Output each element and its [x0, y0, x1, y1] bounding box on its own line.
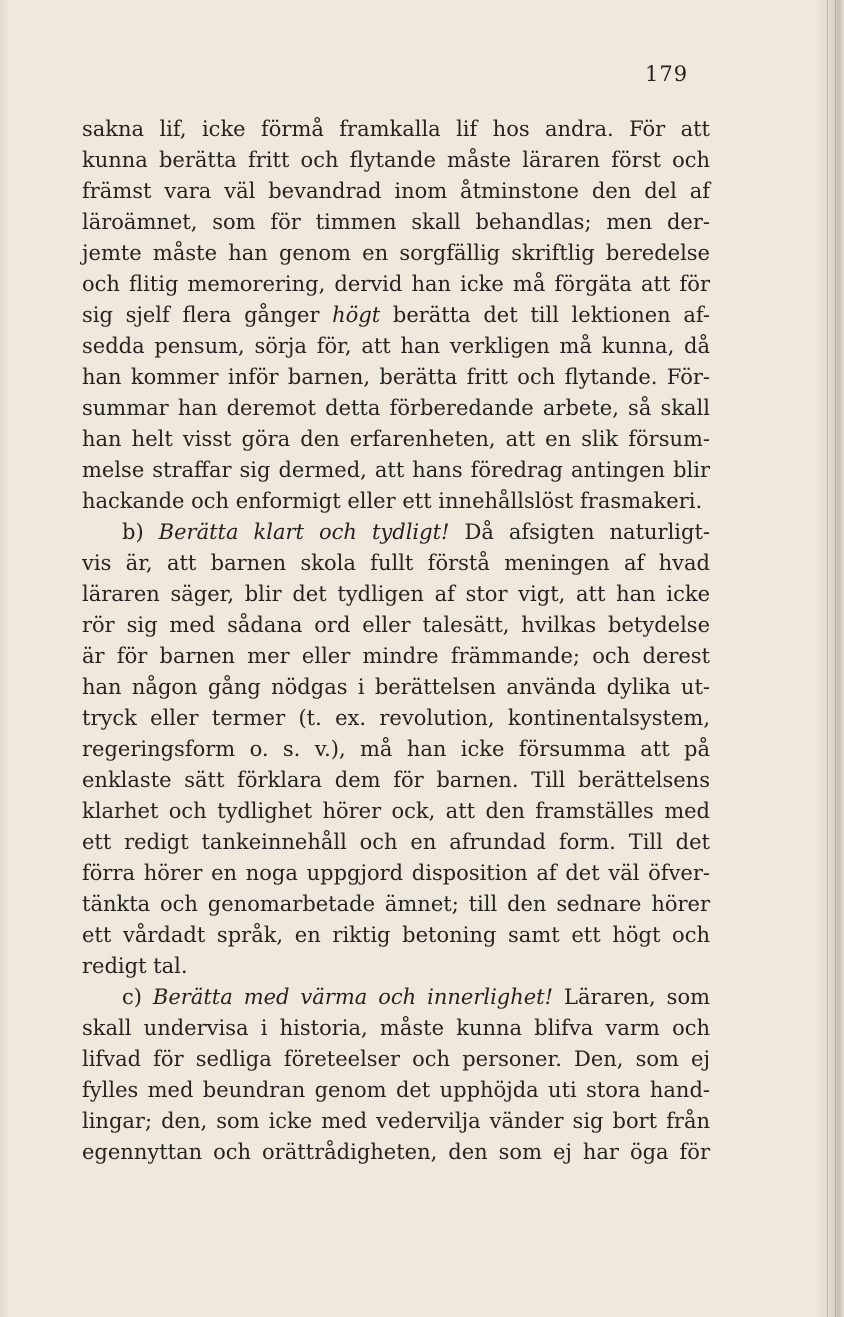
text-line-17: rör sig med sådana ord eller talesätt, hvilkas betydelse: [82, 613, 710, 637]
text-line-9: han kommer inför barnen, berätta fritt och flytande. För-: [82, 365, 710, 389]
text-line-2: kunna berätta fritt och flytande måste läraren först och: [82, 148, 710, 172]
text-line-31: lifvad för sedliga företeelser och personer. Den, som ej: [82, 1047, 710, 1071]
text-line-25: förra hörer en noga uppgjord disposition af det väl öfver-: [82, 861, 710, 885]
text-line-12: melse straffar sig dermed, att hans föredrag antingen blir: [82, 458, 710, 482]
text-line-1: sakna lif, icke förmå framkalla lif hos andra. För att: [82, 117, 710, 141]
text-line-28: redigt tal.: [82, 954, 188, 978]
emphasis-hogt: högt: [332, 303, 381, 327]
text-line-32: fylles med beundran genom det upphöjda uti stora hand-: [82, 1078, 710, 1102]
text-line-18: är för barnen mer eller mindre främmande; och derest: [82, 644, 710, 668]
text-line-4: läroämnet, som för timmen skall behandlas; men der-: [82, 210, 710, 234]
text-line-7: [82, 300, 710, 330]
text-line-22: enklaste sätt förklara dem för barnen. Till berättelsens: [82, 768, 710, 792]
text-line-13: hackande och enformigt eller ett innehållslöst frasmakeri.: [82, 489, 703, 513]
text-line-26: tänkta och genomarbetade ämnet; till den sednare hörer: [82, 892, 710, 916]
text-line-11: han helt visst göra den erfarenheten, att en slik försum-: [82, 427, 710, 451]
text-line-10: summar han deremot detta förberedande arbete, så skall: [82, 396, 710, 420]
text-line-14-content: b) Berätta klart och tydligt! Då afsigten naturligt-: [122, 520, 710, 544]
text-line-27: ett vårdadt språk, en riktig betoning samt ett högt och: [82, 923, 710, 947]
text-line-21: regeringsform o. s. v.), må han icke försumma att på: [82, 737, 710, 761]
text-line-6: och flitig memorering, dervid han icke må förgäta att för: [82, 272, 710, 296]
page-edge-line: [827, 0, 828, 1317]
text-line-23: klarhet och tydlighet hörer ock, att den framställes med: [82, 799, 710, 823]
section-b-heading: Berätta klart och tydligt!: [158, 520, 450, 544]
text-line-29-content: c) Berätta med värma och innerlighet! Läraren, som: [122, 985, 710, 1009]
page-edge-line: [835, 0, 836, 1317]
text-line-7-content: sig sjelf flera gånger högt berätta det till lektionen af-: [82, 303, 711, 327]
text-line-16: läraren säger, blir det tydligen af stor vigt, att han icke: [82, 582, 710, 606]
text-line-3: främst vara väl bevandrad inom åtminstone den del af: [82, 179, 710, 203]
page-number: 179: [645, 62, 689, 86]
text-line-30: skall undervisa i historia, måste kunna blifva varm och: [82, 1016, 710, 1040]
text-line-34: egennyttan och orättrådigheten, den som ej har öga för: [82, 1140, 710, 1164]
text-line-5: jemte måste han genom en sorgfällig skriftlig beredelse: [82, 241, 710, 265]
page-left-edge: [0, 0, 10, 1317]
text-line-33: lingar; den, som icke med vedervilja vänder sig bort från: [82, 1109, 710, 1133]
text-line-8: sedda pensum, sörja för, att han verkligen må kunna, då: [82, 334, 710, 358]
text-line-20: tryck eller termer (t. ex. revolution, kontinentalsystem,: [82, 706, 710, 730]
text-line-14: [122, 517, 710, 547]
text-line-19: han någon gång nödgas i berättelsen använda dylika ut-: [82, 675, 710, 699]
section-c-heading: Berätta med värma och innerlighet!: [152, 985, 554, 1009]
text-line-29: [122, 982, 710, 1012]
text-line-15: vis är, att barnen skola fullt förstå meningen af hvad: [82, 551, 710, 575]
page-right-edge: [818, 0, 844, 1317]
text-line-24: ett redigt tankeinnehåll och en afrundad form. Till det: [82, 830, 710, 854]
